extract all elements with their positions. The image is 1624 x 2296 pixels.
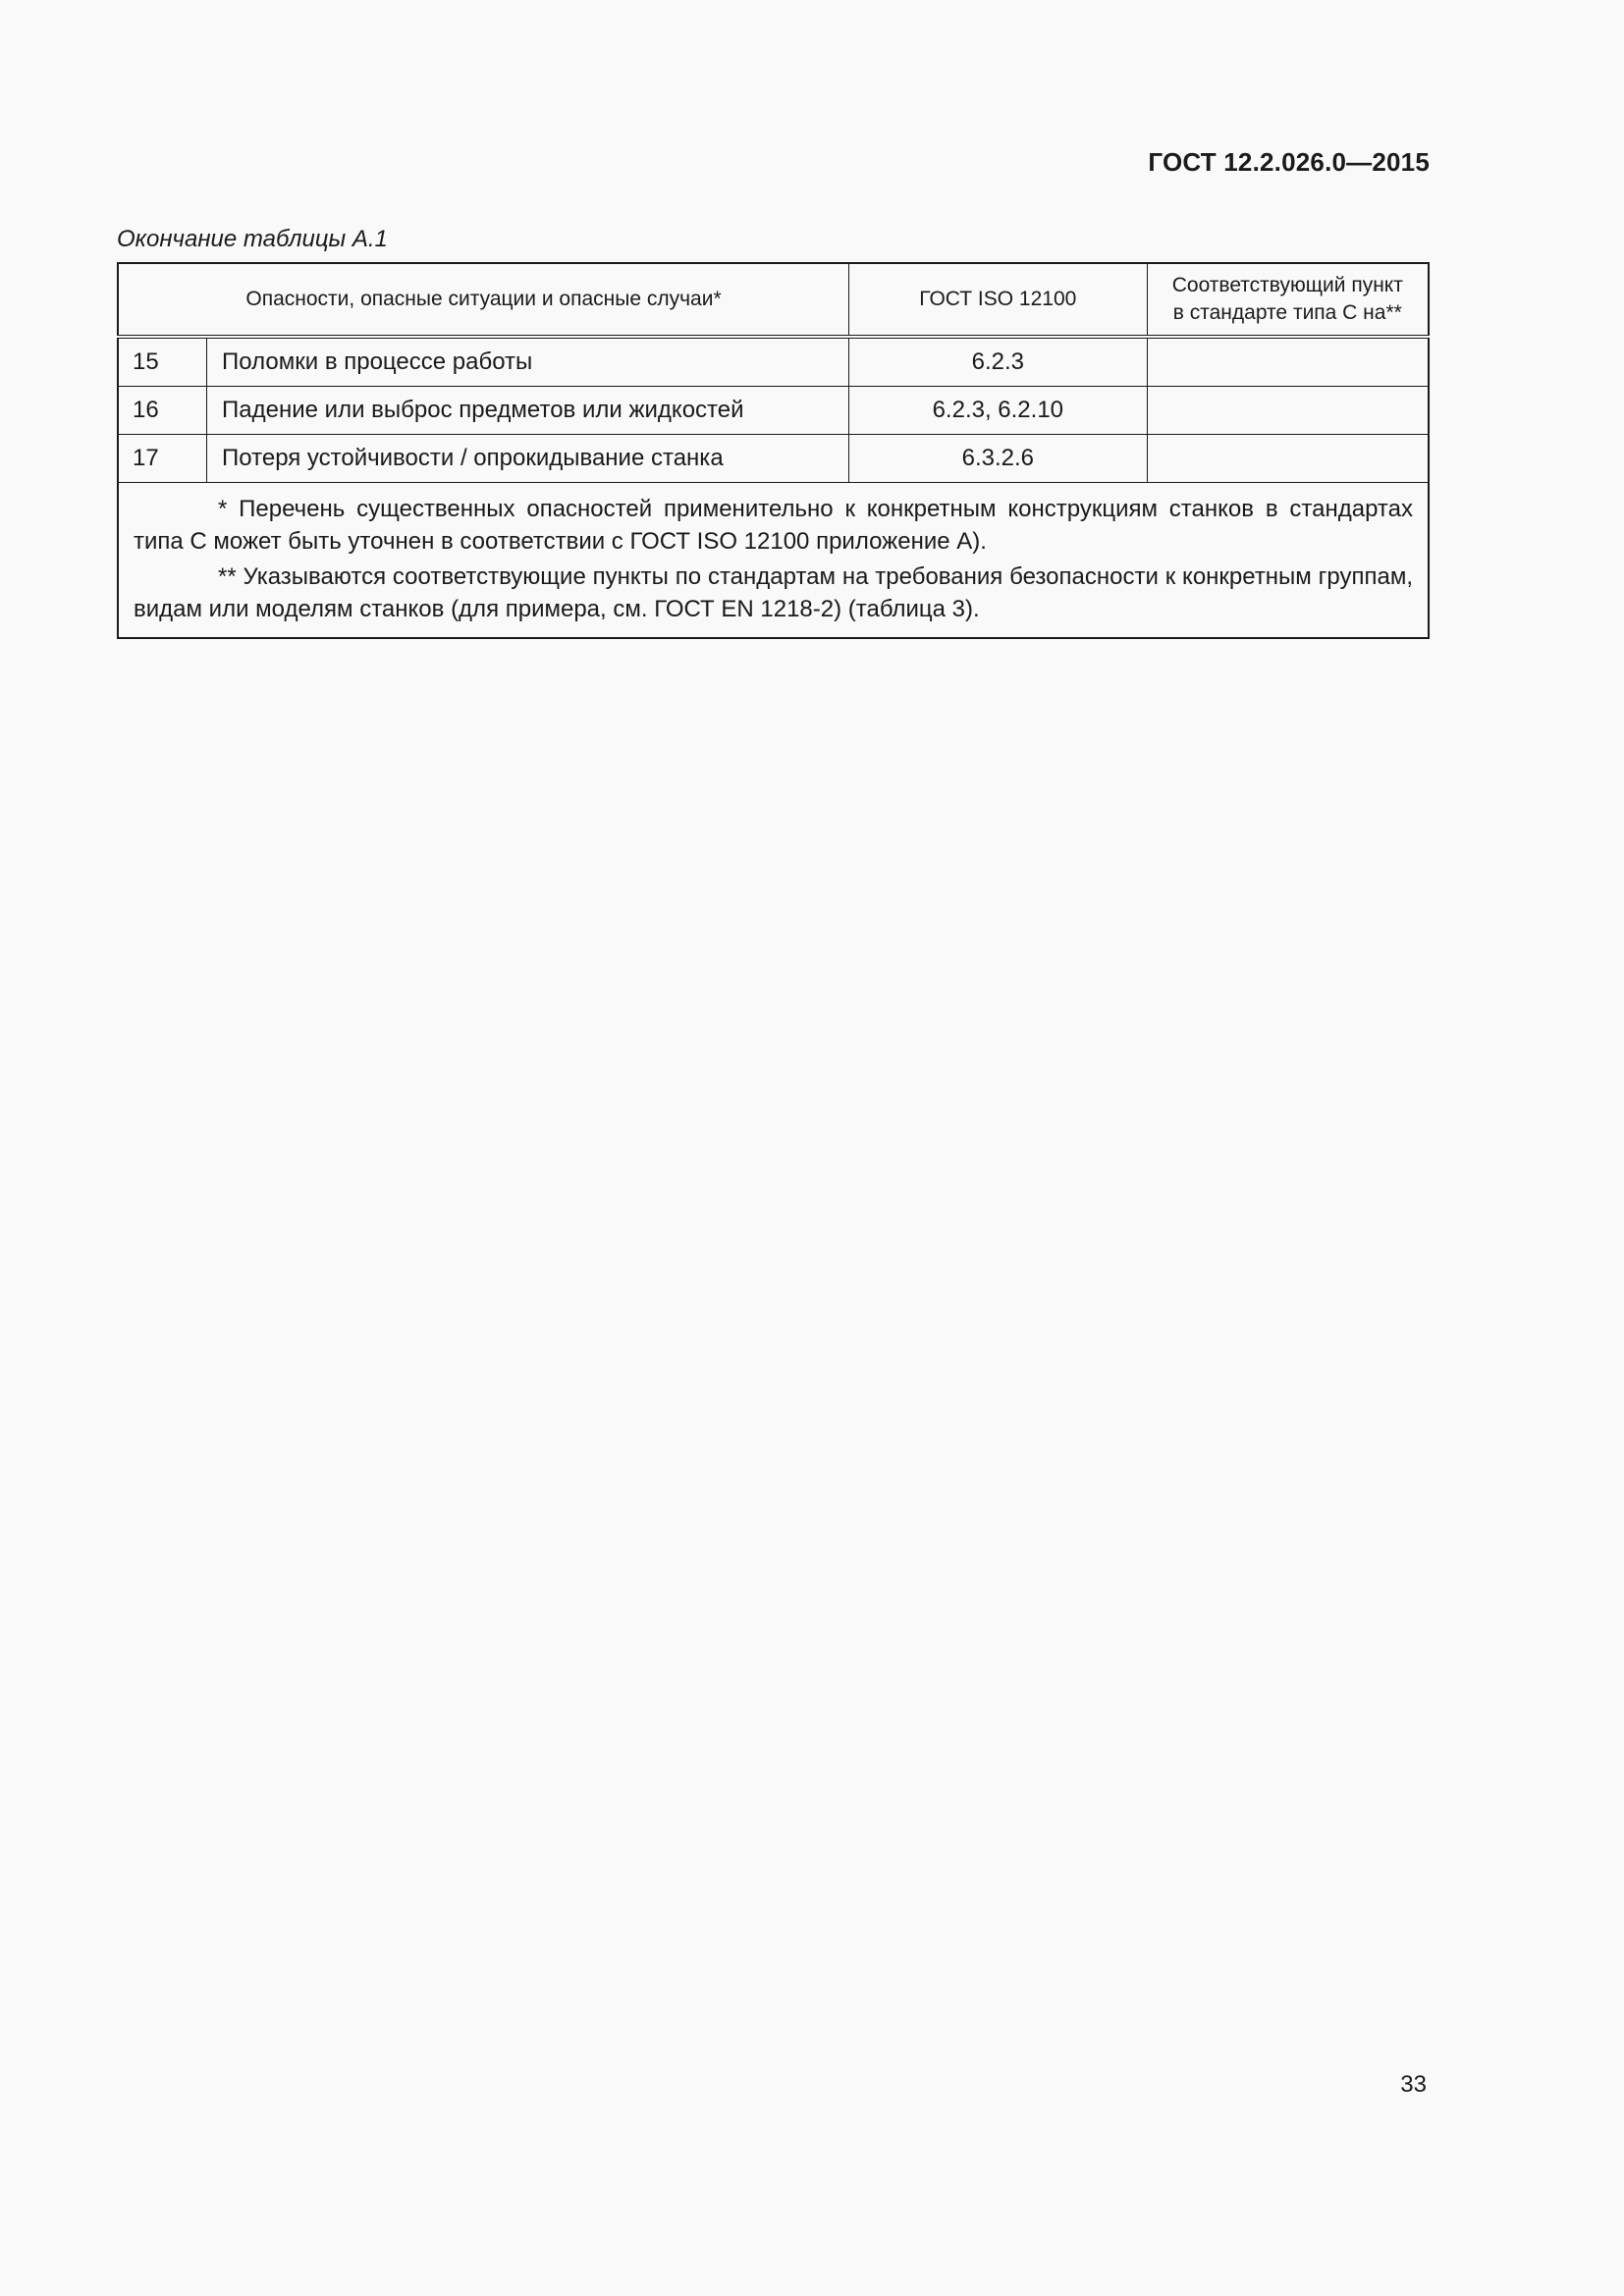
row-number: 17 [118, 435, 207, 483]
document-code: ГОСТ 12.2.026.0—2015 [1148, 147, 1430, 177]
row-description: Поломки в процессе работы [207, 337, 849, 387]
table-row [118, 435, 1429, 483]
row-description: Падение или выброс предметов или жидкостей [207, 387, 849, 435]
table-row [118, 387, 1429, 435]
table-header-row [118, 263, 1429, 337]
row-iso-clause: 6.3.2.6 [849, 435, 1148, 483]
page-number: 33 [1400, 2071, 1427, 2098]
footnote-single-asterisk: * Перечень существенных опасностей применительно к конкретным конструкциям станков в стандартах типа С может быть уточнен в соответствии с ГОСТ ISO 12100 приложение А). [134, 496, 1413, 555]
row-number: 15 [118, 337, 207, 387]
row-typec-clause [1147, 337, 1429, 387]
footnote-double-asterisk: ** Указываются соответствующие пункты по стандартам на требования безопасности к конкретным группам, видам или моделям станков (для примера, см. ГОСТ EN 1218-2) (таблица 3). [134, 563, 1413, 622]
table-row [118, 337, 1429, 387]
row-number: 16 [118, 387, 207, 435]
hazard-table [117, 262, 1430, 639]
header-clause-line2: в стандарте типа С на** [1172, 301, 1402, 324]
row-iso-clause: 6.2.3, 6.2.10 [849, 387, 1148, 435]
row-typec-clause [1147, 387, 1429, 435]
row-description: Потеря устойчивости / опрокидывание станка [207, 435, 849, 483]
header-clause-line1: Соответствующий пункт [1171, 274, 1403, 296]
header-hazards: Опасности, опасные ситуации и опасные случаи* [118, 263, 849, 337]
table-notes-row [118, 483, 1429, 639]
header-iso: ГОСТ ISO 12100 [849, 263, 1148, 337]
table-notes [118, 483, 1429, 639]
header-clause [1147, 263, 1429, 337]
row-iso-clause: 6.2.3 [849, 337, 1148, 387]
row-typec-clause [1147, 435, 1429, 483]
table-caption: Окончание таблицы А.1 [117, 226, 388, 252]
